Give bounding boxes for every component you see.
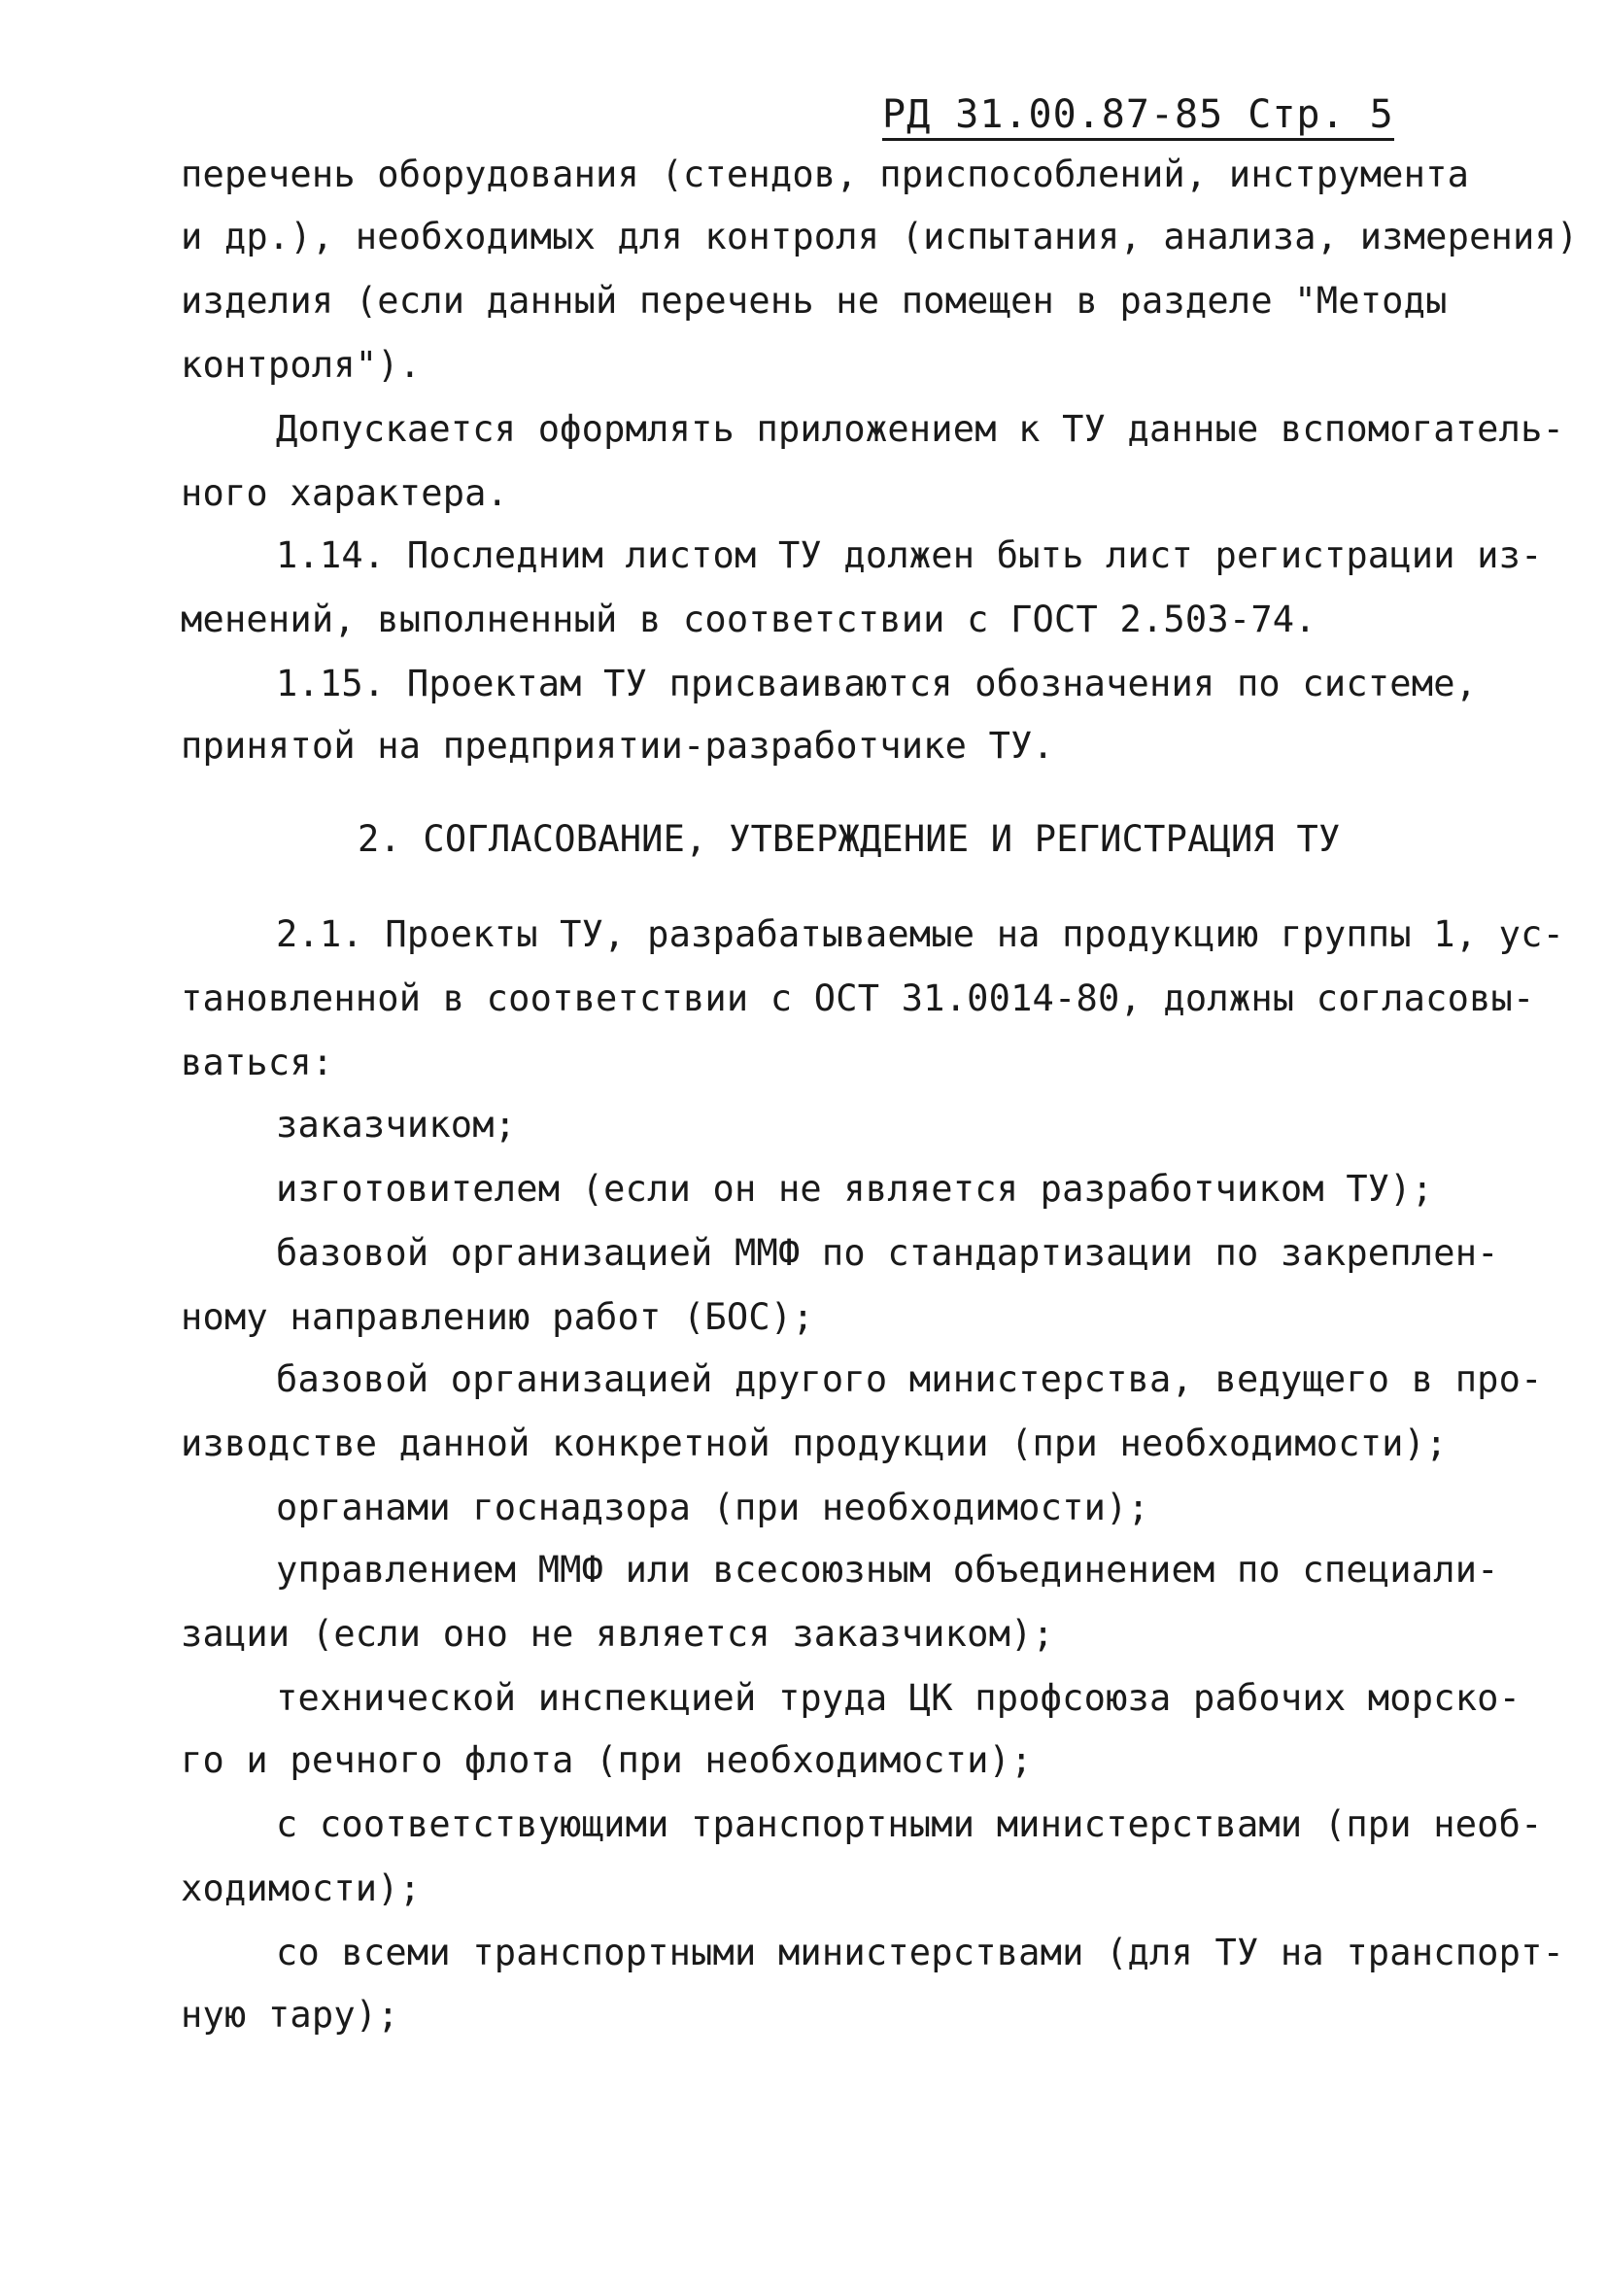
text-line: ваться: xyxy=(181,1042,334,1083)
text-line: контроля"). xyxy=(181,344,422,386)
clause-1-14-first-line: 1.14. Последним листом ТУ должен быть лист регистрации из- xyxy=(276,534,1543,576)
text-line: принятой на предприятии-разработчике ТУ. xyxy=(181,725,1055,767)
section-heading: 2. СОГЛАСОВАНИЕ, УТВЕРЖДЕНИЕ И РЕГИСТРАЦИЯ ТУ xyxy=(358,818,1341,860)
clause-1-15-first-line: 1.15. Проектам ТУ присваиваются обозначения по системе, xyxy=(276,663,1478,704)
list-item-continuation: ную тару); xyxy=(181,1994,399,2036)
paragraph-first-line: Допускается оформлять приложением к ТУ данные вспомогатель- xyxy=(276,408,1565,450)
text-line: перечень оборудования (стендов, приспособлений, инструмента xyxy=(181,154,1470,195)
list-item: органами госнадзора (при необходимости); xyxy=(276,1487,1150,1528)
text-line: изделия (если данный перечень не помещен в разделе "Методы xyxy=(181,280,1448,322)
list-item: изготовителем (если он не является разработчиком ТУ); xyxy=(276,1168,1434,1210)
list-item-continuation: ному направлению работ (БОС); xyxy=(181,1296,814,1338)
list-item: со всеми транспортными министерствами (для ТУ на транспорт- xyxy=(276,1932,1565,1973)
list-item: управлением ММФ или всесоюзным объединением по специали- xyxy=(276,1549,1499,1591)
list-item: базовой организацией ММФ по стандартизации по закреплен- xyxy=(276,1232,1499,1274)
list-item: базовой организацией другого министерства, ведущего в про- xyxy=(276,1358,1543,1400)
list-item: с соответствующими транспортными министерствами (при необ- xyxy=(276,1803,1543,1845)
list-item-continuation: зации (если оно не является заказчиком); xyxy=(181,1613,1055,1655)
list-item-continuation: ходимости); xyxy=(181,1868,422,1909)
clause-2-1-first-line: 2.1. Проекты ТУ, разрабатываемые на продукцию группы 1, ус- xyxy=(276,913,1565,955)
list-item: заказчиком; xyxy=(276,1104,517,1146)
page-header-doc-ref: РД 31.00.87-85 Стр. 5 xyxy=(882,93,1394,141)
list-item-continuation: го и речного флота (при необходимости); xyxy=(181,1739,1033,1781)
text-line: и др.), необходимых для контроля (испытания, анализа, измерения) xyxy=(181,216,1579,257)
list-item-continuation: изводстве данной конкретной продукции (при необходимости); xyxy=(181,1422,1448,1464)
text-line: тановленной в соответствии с ОСТ 31.0014-80, должны согласовы- xyxy=(181,977,1535,1019)
text-line: менений, выполненный в соответствии с ГОСТ 2.503-74. xyxy=(181,599,1316,640)
list-item: технической инспекцией труда ЦК профсоюза рабочих морско- xyxy=(276,1677,1522,1719)
text-line: ного характера. xyxy=(181,472,509,514)
